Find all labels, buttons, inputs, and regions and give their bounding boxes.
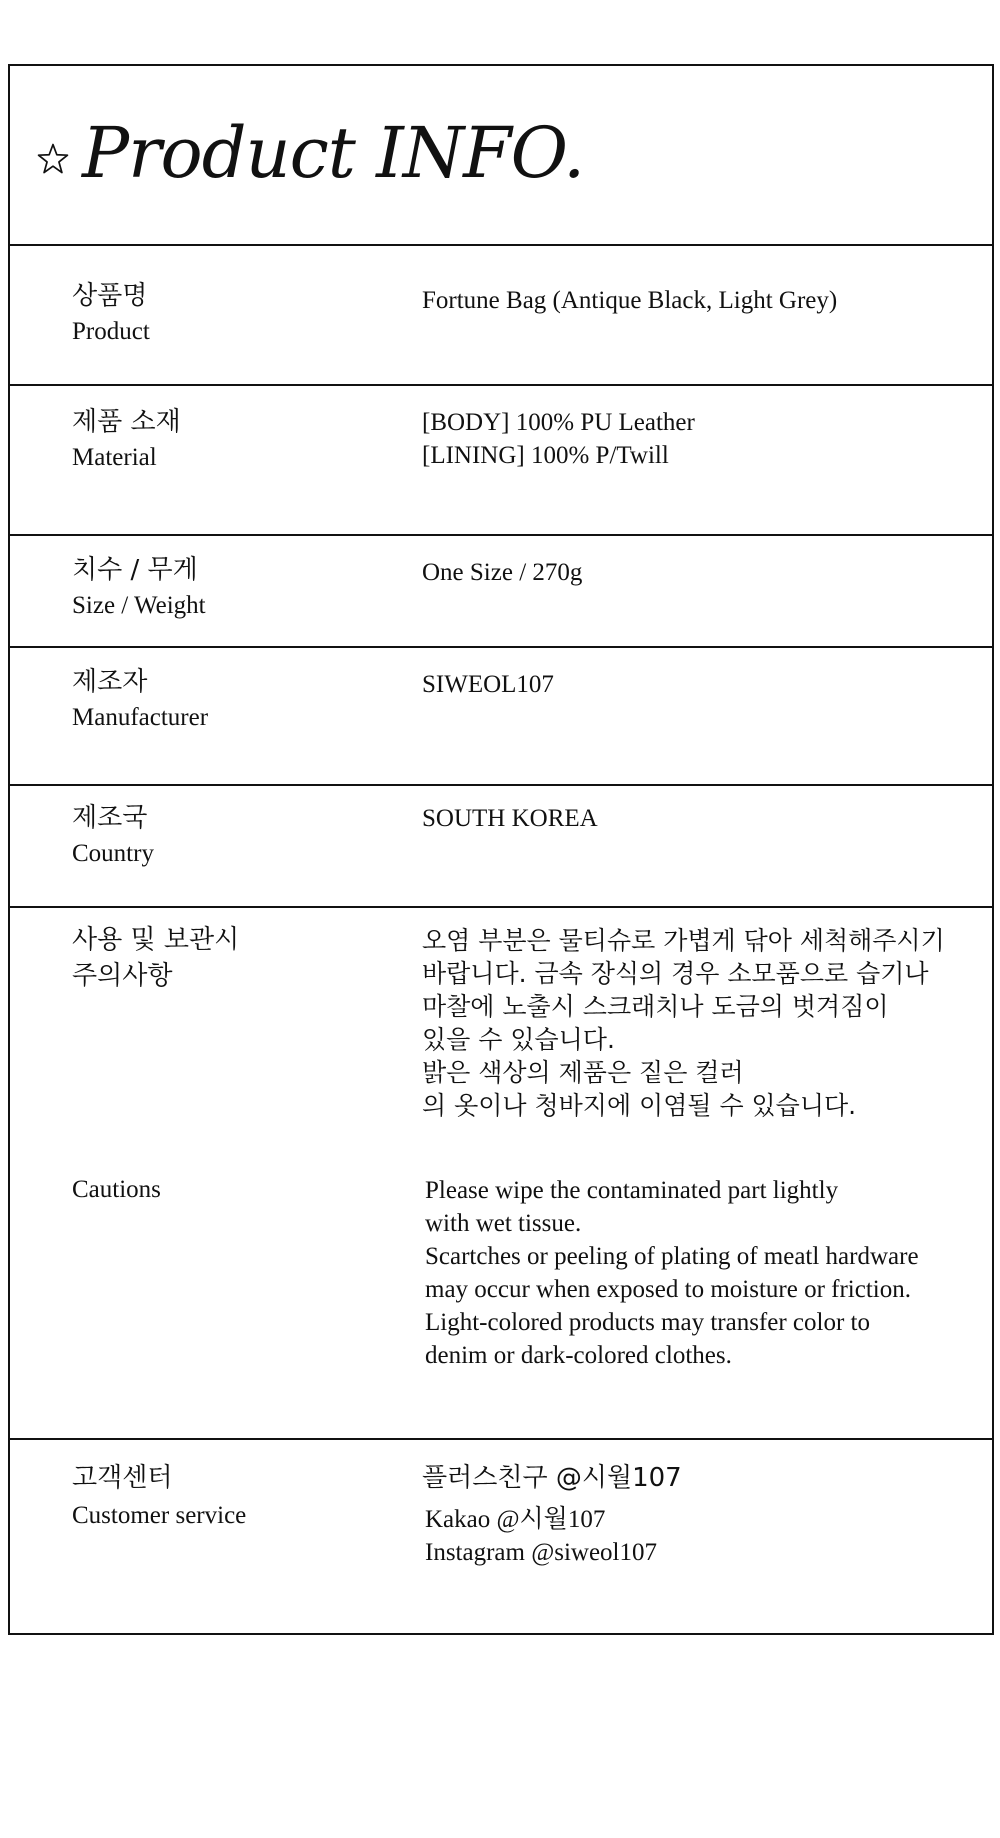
label-product-ko: 상품명 — [72, 281, 148, 311]
page-title: Product INFO. — [82, 112, 585, 194]
label-material-en: Material — [72, 444, 157, 471]
label-product-en: Product — [72, 318, 150, 345]
label-customer-ko: 고객센터 — [72, 1463, 173, 1493]
row-customer-service — [10, 1440, 992, 1633]
plus-friend-contact: 플러스친구 @시월107 — [422, 1463, 682, 1493]
value-customer — [422, 1462, 682, 1569]
cautions-en — [425, 1174, 919, 1372]
label-material — [72, 404, 181, 476]
value-manufacturer — [422, 668, 554, 701]
label-manufacturer — [72, 664, 208, 736]
country-value: SOUTH KOREA — [422, 805, 598, 832]
row-manufacturer — [10, 648, 992, 786]
cautions-ko-line: 오염 부분은 물티슈로 가볍게 닦아 세척해주시기 — [422, 926, 945, 955]
label-size-en: Size / Weight — [72, 592, 206, 619]
value-material — [422, 406, 695, 472]
label-country-en: Country — [72, 840, 154, 867]
label-material-ko: 제품 소재 — [72, 407, 181, 437]
star-icon — [36, 142, 70, 176]
instagram-contact: Instagram @siweol107 — [425, 1539, 658, 1566]
cautions-ko-line: 밝은 색상의 제품은 짙은 컬러 — [422, 1058, 744, 1087]
label-country — [72, 800, 154, 872]
row-country — [10, 786, 992, 908]
cautions-en-line: Please wipe the contaminated part lightly — [425, 1177, 839, 1204]
label-manufacturer-en: Manufacturer — [72, 704, 209, 731]
title-row — [10, 66, 992, 246]
cautions-en-line: with wet tissue. — [425, 1210, 582, 1237]
cautions-en-line: may occur when exposed to moisture or friction. — [425, 1276, 911, 1303]
kakao-contact: Kakao @시월107 — [425, 1506, 606, 1533]
product-name: Fortune Bag (Antique Black, Light Grey) — [422, 287, 838, 314]
manufacturer-value: SIWEOL107 — [422, 671, 554, 698]
cautions-ko-line: 의 옷이나 청바지에 이염될 수 있습니다. — [422, 1091, 857, 1120]
value-product — [422, 284, 837, 317]
cautions-ko-line: 있을 수 있습니다. — [422, 1025, 615, 1054]
label-customer — [72, 1460, 246, 1534]
product-info-table — [8, 64, 994, 1635]
label-cautions-en-wrap — [72, 1172, 161, 1208]
label-cautions-ko-1: 사용 및 보관시 — [72, 925, 240, 955]
label-product — [72, 278, 150, 350]
label-size-weight — [72, 552, 206, 624]
label-cautions — [72, 922, 239, 994]
label-country-ko: 제조국 — [72, 803, 148, 833]
label-size-ko: 치수 / 무게 — [72, 555, 198, 585]
row-product — [10, 246, 992, 386]
label-cautions-ko-2: 주의사항 — [72, 961, 173, 991]
cautions-ko — [422, 924, 945, 1122]
cautions-en-line: denim or dark-colored clothes. — [425, 1342, 732, 1369]
label-customer-en: Customer service — [72, 1502, 247, 1529]
material-lining: [LINING] 100% P/Twill — [422, 442, 669, 469]
material-body: [BODY] 100% PU Leather — [422, 409, 695, 436]
label-manufacturer-ko: 제조자 — [72, 667, 148, 697]
cautions-en-line: Light-colored products may transfer color to — [425, 1309, 870, 1336]
title-wrap — [36, 112, 585, 194]
cautions-ko-line: 바랍니다. 금속 장식의 경우 소모품으로 습기나 — [422, 959, 929, 988]
row-size-weight — [10, 536, 992, 648]
cautions-ko-line: 마찰에 노출시 스크래치나 도금의 벗겨짐이 — [422, 992, 889, 1021]
row-material — [10, 386, 992, 536]
size-weight-value: One Size / 270g — [422, 559, 583, 586]
value-country — [422, 802, 598, 835]
label-cautions-en: Cautions — [72, 1176, 161, 1203]
cautions-en-line: Scartches or peeling of plating of meatl hardware — [425, 1243, 919, 1270]
row-cautions — [10, 908, 992, 1440]
value-size-weight — [422, 556, 582, 589]
